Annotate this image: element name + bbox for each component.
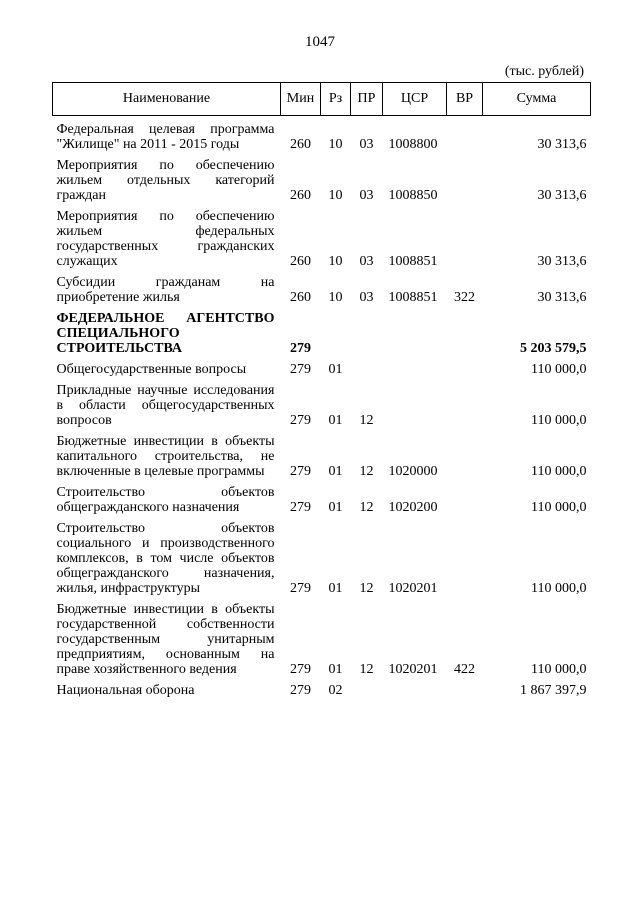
cell-name: Прикладные научные исследования в области общегосударственных вопросов (56, 383, 275, 428)
header-csr: ЦСР (383, 83, 447, 116)
cell-sum: 110 000,0 (531, 413, 587, 428)
cell-vr (447, 515, 483, 596)
cell-csr: 1008850 (388, 188, 438, 203)
cell-rz (321, 305, 351, 356)
cell-sum: 110 000,0 (531, 500, 587, 515)
cell-name: Федеральная целевая программа "Жилище" на 2011 - 2015 годы (56, 122, 275, 152)
cell-csr: 1008851 (388, 290, 438, 305)
cell-vr (447, 479, 483, 515)
cell-name: Бюджетные инвестиции в объекты капитального строительства, не включенные в целевые программы (56, 434, 275, 479)
cell-csr: 1008800 (388, 137, 438, 152)
cell-sum: 5 203 579,5 (520, 341, 587, 356)
header-min: Мин (281, 83, 321, 116)
cell-rz: 10 (328, 137, 343, 152)
cell-name: ФЕДЕРАЛЬНОЕ АГЕНТСТВО СПЕЦИАЛЬНОГО СТРОИТЕЛЬСТВА (56, 311, 275, 356)
table-row (53, 596, 591, 677)
cell-vr (447, 203, 483, 269)
cell-rz: 10 (328, 188, 343, 203)
header-row (53, 83, 591, 116)
cell-rz: 01 (328, 500, 343, 515)
cell-csr (383, 377, 447, 428)
cell-vr (447, 305, 483, 356)
cell-min: 279 (290, 683, 311, 698)
cell-pr (351, 677, 383, 698)
cell-vr (447, 152, 483, 203)
cell-rz: 01 (328, 464, 343, 479)
table-row (53, 377, 591, 428)
cell-csr (383, 305, 447, 356)
cell-min: 279 (290, 362, 311, 377)
table-row (53, 428, 591, 479)
cell-rz: 01 (328, 362, 343, 377)
cell-name: Субсидии гражданам на приобретение жилья (56, 275, 275, 305)
header-rz: Рз (321, 83, 351, 116)
header-pr: ПР (351, 83, 383, 116)
cell-name: Мероприятия по обеспечению жильем отдельных категорий граждан (56, 158, 275, 203)
table-row (53, 677, 591, 698)
cell-pr: 03 (359, 188, 374, 203)
cell-min: 260 (290, 188, 311, 203)
cell-sum: 30 313,6 (537, 290, 587, 305)
header-vr: ВР (447, 83, 483, 116)
cell-csr: 1020201 (388, 662, 438, 677)
table-row (53, 305, 591, 356)
cell-sum: 30 313,6 (537, 137, 587, 152)
cell-min: 279 (290, 662, 311, 677)
cell-pr: 12 (359, 581, 374, 596)
header-sum: Сумма (483, 83, 591, 116)
cell-pr (351, 356, 383, 377)
cell-min: 279 (290, 341, 311, 356)
cell-rz: 10 (328, 254, 343, 269)
cell-csr: 1020000 (388, 464, 438, 479)
cell-rz: 01 (328, 581, 343, 596)
cell-vr (447, 428, 483, 479)
cell-vr (447, 356, 483, 377)
cell-csr: 1020201 (388, 581, 438, 596)
cell-vr (447, 377, 483, 428)
cell-name: Мероприятия по обеспечению жильем федеральных государственных гражданских служащих (56, 209, 275, 269)
cell-min: 260 (290, 137, 311, 152)
cell-csr: 1008851 (388, 254, 438, 269)
cell-rz: 01 (328, 662, 343, 677)
cell-min: 279 (290, 500, 311, 515)
cell-csr (383, 356, 447, 377)
cell-pr (351, 305, 383, 356)
cell-min: 279 (290, 581, 311, 596)
cell-vr: 322 (454, 290, 475, 305)
table-row (53, 356, 591, 377)
cell-min: 279 (290, 413, 311, 428)
cell-name: Строительство объектов общегражданского назначения (56, 485, 275, 515)
cell-rz: 02 (328, 683, 343, 698)
cell-sum: 110 000,0 (531, 581, 587, 596)
table-row (53, 269, 591, 305)
cell-name: Бюджетные инвестиции в объекты государственной собственности государственным унитарным предприятиям, основанным на праве хозяйственного ведения (56, 602, 275, 677)
table-row (53, 515, 591, 596)
cell-sum: 30 313,6 (537, 188, 587, 203)
cell-pr: 03 (359, 254, 374, 269)
cell-min: 279 (290, 464, 311, 479)
cell-sum: 110 000,0 (531, 464, 587, 479)
cell-min: 260 (290, 254, 311, 269)
page-number: 1047 (305, 34, 335, 50)
cell-vr (447, 116, 483, 153)
cell-vr (447, 677, 483, 698)
cell-name: Строительство объектов социального и производственного комплексов, в том числе объектов общегражданского назначения, жилья, инфраструктуры (56, 521, 275, 596)
units-label: (тыс. рублей) (504, 64, 584, 79)
cell-vr: 422 (454, 662, 475, 677)
budget-table (52, 82, 591, 698)
table-row (53, 479, 591, 515)
cell-rz: 10 (328, 290, 343, 305)
cell-pr: 12 (359, 500, 374, 515)
cell-csr (383, 677, 447, 698)
cell-sum: 1 867 397,9 (520, 683, 587, 698)
cell-name: Национальная оборона (56, 683, 195, 698)
cell-sum: 110 000,0 (531, 362, 587, 377)
cell-rz: 01 (328, 413, 343, 428)
table-row (53, 203, 591, 269)
cell-pr: 12 (359, 464, 374, 479)
table-row (53, 116, 591, 153)
cell-csr: 1020200 (388, 500, 438, 515)
cell-sum: 30 313,6 (537, 254, 587, 269)
cell-min: 260 (290, 290, 311, 305)
cell-pr: 03 (359, 290, 374, 305)
cell-pr: 12 (359, 413, 374, 428)
cell-pr: 03 (359, 137, 374, 152)
table-row (53, 152, 591, 203)
header-name: Наименование (53, 83, 281, 116)
cell-name: Общегосударственные вопросы (56, 362, 247, 377)
cell-sum: 110 000,0 (531, 662, 587, 677)
cell-pr: 12 (359, 662, 374, 677)
